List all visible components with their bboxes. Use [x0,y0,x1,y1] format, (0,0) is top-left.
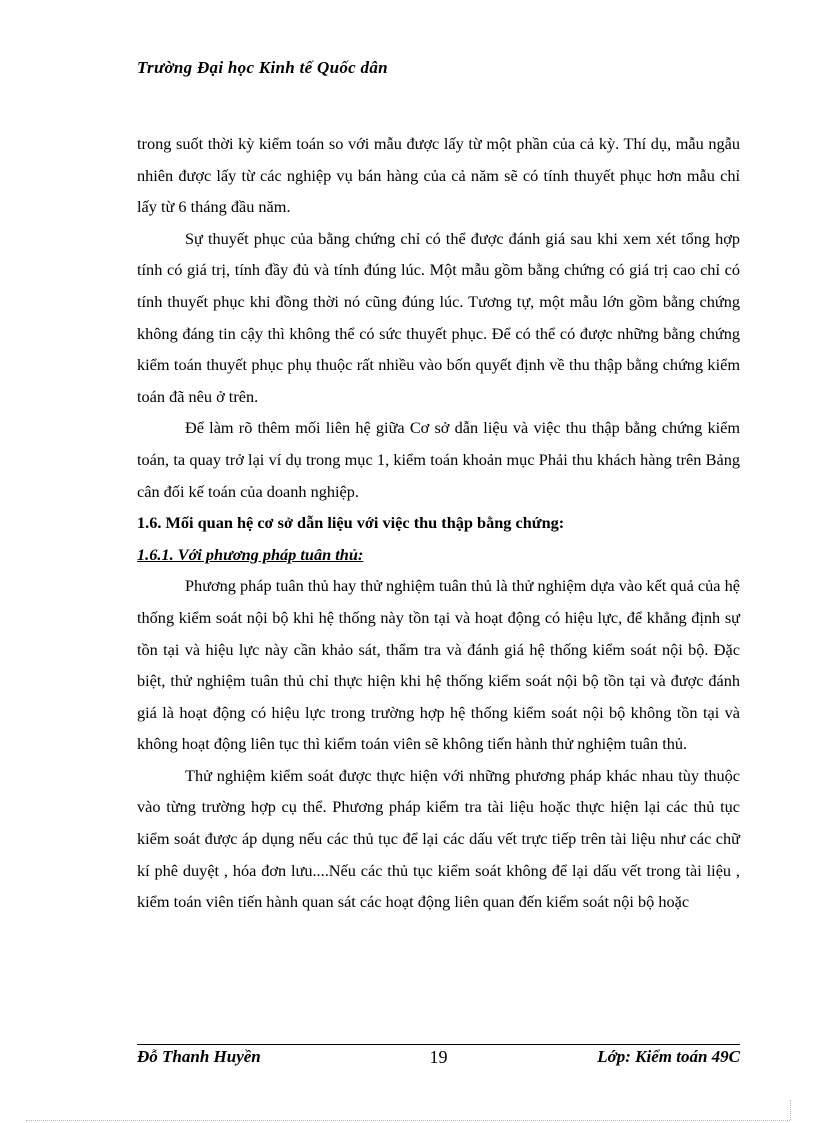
page-header: Trường Đại học Kinh tế Quốc dân [137,58,388,77]
page-bottom-edge [26,1120,790,1121]
paragraph-4: Phương pháp tuân thủ hay thử nghiệm tuân thủ là thử nghiệm dựa vào kết quả của hệ thống kiểm soát nội bộ khi hệ thống này tồn tại và hoạt động có hiệu lực, để khẳng định sự tồn tại và hiệu lực này cần khảo sát, thẩm tra và đánh giá hệ thống kiểm soát nội bộ. Đặc biệt, thử nghiệm tuân thủ chỉ thực hiện khi hệ thống kiểm soát nội bộ tồn tại và được đánh giá là hoạt động có hiệu lực trong trường hợp hệ thống kiểm soát nội bộ không tồn tại và không hoạt động liên tục thì kiểm toán viên sẽ không tiến hành thử nghiệm tuân thủ. [137,576,740,754]
paragraph-1: trong suốt thời kỳ kiểm toán so với mẫu được lấy từ một phần của cả kỳ. Thí dụ, mẫu ngẫu nhiên được lấy từ các nghiệp vụ bán hàng của cả năm sẽ có tính thuyết phục hơn mẫu chỉ lấy từ 6 tháng đầu năm. [137,134,740,217]
page-footer [137,1047,740,1073]
paragraph-3: Để làm rõ thêm mối liên hệ giữa Cơ sở dẫn liệu và việc thu thập bằng chứng kiểm toán, ta quay trở lại ví dụ trong mục 1, kiểm toán khoản mục Phải thu khách hàng trên Bảng cân đối kế toán của doanh nghiệp. [137,418,740,501]
footer-divider [137,1044,740,1045]
paragraph-2: Sự thuyết phục của bằng chứng chỉ có thể được đánh giá sau khi xem xét tổng hợp tính có giá trị, tính đầy đủ và tính đúng lúc. Một mẫu gồm bằng chứng có giá trị cao chỉ có tính thuyết phục khi đồng thời nó cũng đúng lúc. Tương tự, một mẫu lớn gồm bằng chứng không đáng tin cậy thì không thể có sức thuyết phục. Để có thể có được những bằng chứng kiểm toán thuyết phục phụ thuộc rất nhiều vào bốn quyết định về thu thập bằng chứng kiểm toán đã nêu ở trên. [137,228,740,406]
page-right-edge [790,1100,791,1120]
paragraph-5: Thử nghiệm kiểm soát được thực hiện với những phương pháp khác nhau tùy thuộc vào từng trường hợp cụ thể. Phương pháp kiểm tra tài liệu hoặc thực hiện lại các thủ tục kiểm soát được áp dụng nếu các thủ tục để lại các dấu vết trực tiếp trên tài liệu như các chữ kí phê duyệt , hóa đơn lưu....Nếu các thủ tục kiểm soát không để lại dấu vết trong tài liệu , kiểm toán viên tiến hành quan sát các hoạt động liên quan đến kiểm soát nội bộ hoặc [137,765,740,912]
document-body [137,128,740,918]
subsection-heading: 1.6.1. Với phương pháp tuân thủ: [137,544,364,564]
footer-author: Đỗ Thanh Huyền [137,1047,261,1066]
page-number: 19 [429,1047,448,1067]
footer-class: Lớp: Kiểm toán 49C [597,1047,740,1066]
section-heading: 1.6. Mối quan hệ cơ sở dẫn liệu với việc thu thập bằng chứng: [137,513,565,533]
